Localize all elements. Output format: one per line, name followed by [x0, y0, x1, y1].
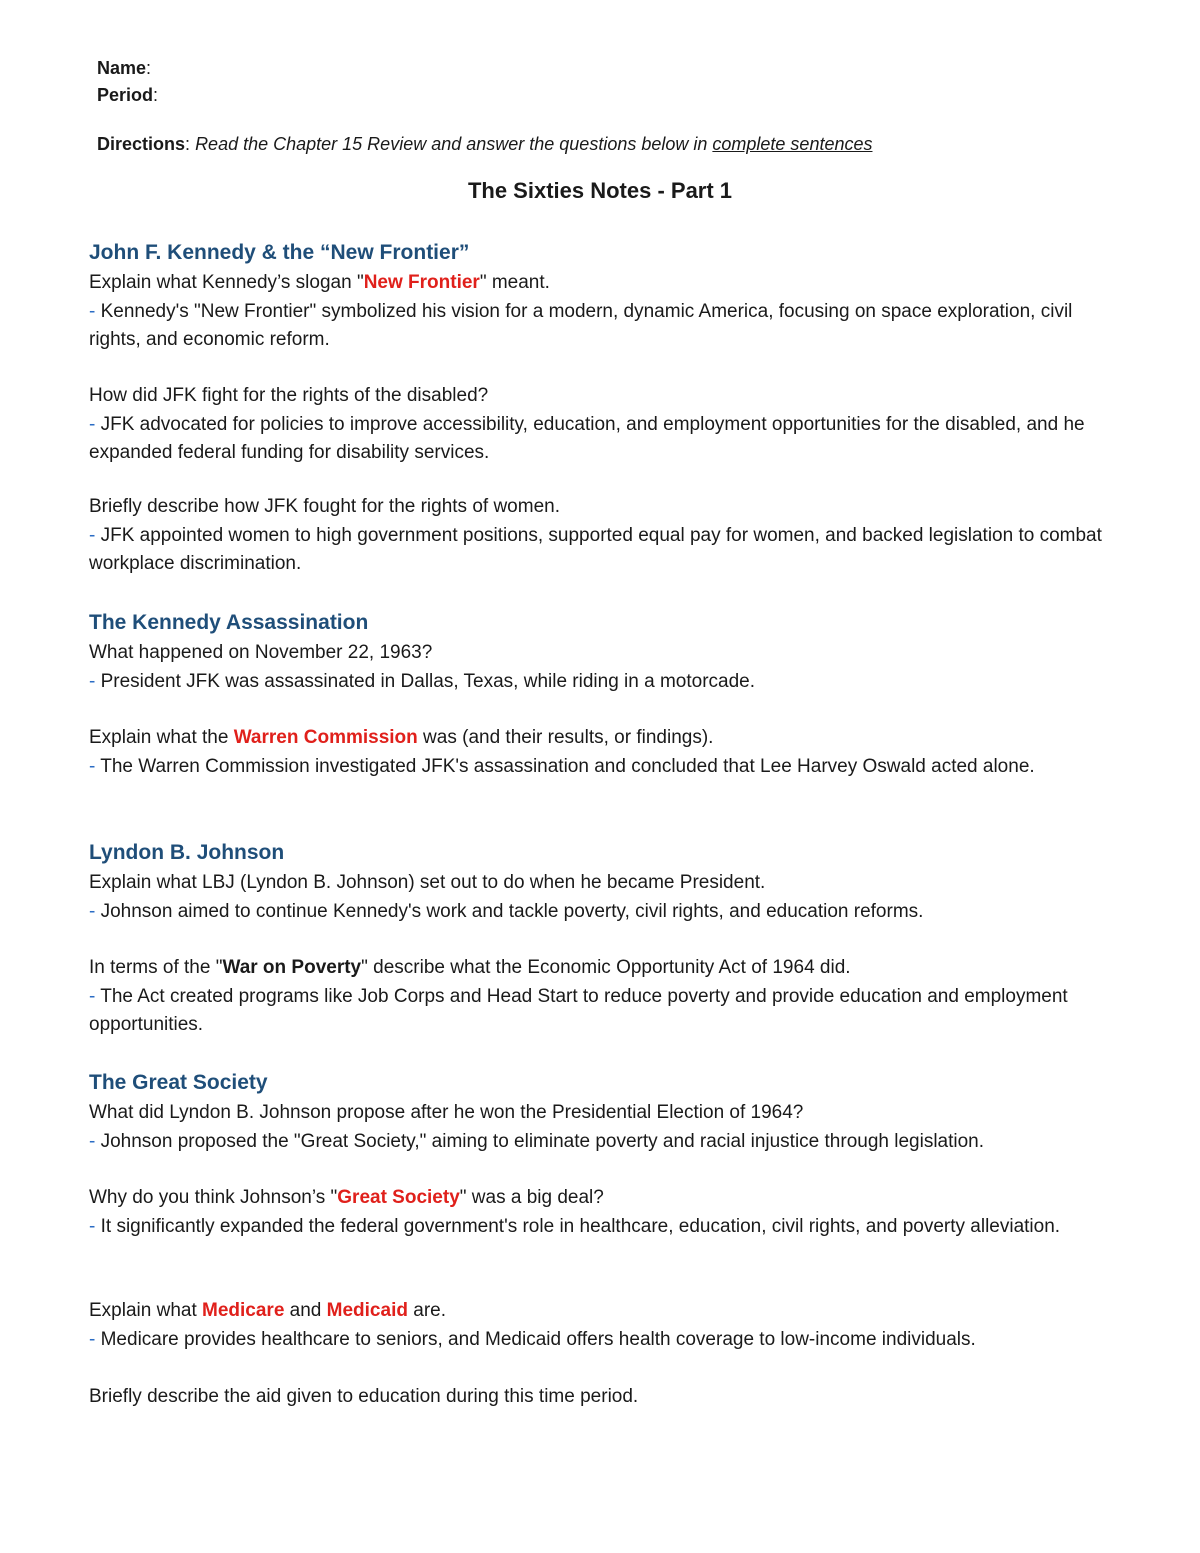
answer-text: Kennedy's "New Frontier" symbolized his vision for a modern, dynamic America, focusing on space exploration, civil rights, and economic reform. — [89, 300, 1073, 350]
period-field — [97, 81, 158, 109]
bold-term: War on Poverty — [222, 957, 362, 978]
question-text: are. — [407, 1300, 446, 1321]
answer-text: Johnson proposed the "Great Society," aiming to eliminate poverty and racial injustice through legislation. — [95, 1130, 985, 1152]
question: Explain what LBJ (Lyndon B. Johnson) set out to do when he became President. — [89, 872, 766, 893]
answer-dash: - — [89, 985, 96, 1007]
qa-block — [89, 1297, 1129, 1354]
section-kennedy — [89, 237, 1129, 355]
question-text: " meant. — [479, 272, 550, 293]
qa-block — [89, 1383, 1129, 1412]
period-label: Period — [97, 85, 154, 105]
answer-dash: - — [89, 1328, 96, 1350]
question — [89, 954, 1129, 983]
qa-block — [89, 1184, 1129, 1241]
name-label: Name — [97, 58, 147, 78]
answer-dash: - — [89, 900, 96, 922]
directions-label: Directions — [97, 134, 186, 154]
question-text: " was a big deal? — [459, 1187, 604, 1208]
question — [89, 1184, 1129, 1213]
question — [89, 724, 1129, 753]
question: Briefly describe how JFK fought for the rights of women. — [89, 496, 560, 517]
answer-text: President JFK was assassinated in Dallas, Texas, while riding in a motorcade. — [95, 670, 756, 692]
answer — [89, 411, 1129, 468]
answer — [89, 753, 1129, 782]
directions-colon: : — [185, 134, 191, 154]
directions-text: Read the Chapter 15 Review and answer the questions below in — [195, 134, 713, 154]
answer — [89, 1213, 1129, 1242]
question: How did JFK fight for the rights of the disabled? — [89, 385, 489, 406]
highlight-term: Warren Commission — [233, 727, 418, 748]
answer-text: It significantly expanded the federal government's role in healthcare, education, civil rights, and poverty alleviation. — [95, 1215, 1061, 1237]
answer — [89, 522, 1129, 579]
question-text: Why do you think Johnson’s " — [89, 1187, 338, 1208]
answer-dash: - — [89, 300, 96, 322]
section-heading: The Kennedy Assassination — [89, 611, 369, 634]
question — [89, 269, 1129, 298]
highlight-term: Medicaid — [326, 1300, 408, 1321]
question-text: was (and their results, or findings). — [417, 727, 714, 748]
answer-text: Johnson aimed to continue Kennedy's work and tackle poverty, civil rights, and education reforms. — [95, 900, 924, 922]
highlight-term: New Frontier — [363, 272, 480, 293]
answer — [89, 983, 1129, 1040]
answer — [89, 668, 1129, 697]
qa-block — [89, 724, 1129, 781]
qa-block — [89, 382, 1129, 468]
name-colon: : — [146, 58, 152, 78]
section-johnson — [89, 837, 1129, 926]
answer — [89, 898, 1129, 927]
section-heading: Lyndon B. Johnson — [89, 841, 285, 864]
question-text: In terms of the " — [89, 957, 223, 978]
section-heading: The Great Society — [89, 1071, 268, 1094]
question-text: Explain what — [89, 1300, 203, 1321]
section-assassination — [89, 607, 1129, 696]
directions-underlined: complete sentences — [712, 134, 873, 154]
period-colon: : — [153, 85, 159, 105]
page-title: The Sixties Notes - Part 1 — [467, 178, 733, 203]
answer-dash: - — [89, 670, 96, 692]
answer-text: Medicare provides healthcare to seniors, and Medicaid offers health coverage to low-income individuals. — [95, 1328, 976, 1350]
question: What did Lyndon B. Johnson propose after he won the Presidential Election of 1964? — [89, 1102, 804, 1123]
highlight-term: Medicare — [202, 1300, 285, 1321]
answer-dash: - — [89, 1130, 96, 1152]
section-great-society — [89, 1067, 1129, 1156]
answer-text: The Act created programs like Job Corps and Head Start to reduce poverty and provide education and employment opportunities. — [89, 985, 1068, 1035]
answer-text: JFK appointed women to high government positions, supported equal pay for women, and backed legislation to combat workplace discrimination. — [89, 524, 1102, 574]
answer-dash: - — [89, 413, 96, 435]
answer-text: JFK advocated for policies to improve accessibility, education, and employment opportunities for the disabled, and he expanded federal funding for disability services. — [89, 413, 1085, 463]
question-text: Explain what the — [89, 727, 234, 748]
answer-dash: - — [89, 524, 96, 546]
qa-block — [89, 493, 1129, 579]
question-text: Explain what Kennedy’s slogan " — [89, 272, 364, 293]
qa-block — [89, 954, 1129, 1040]
answer-dash: - — [89, 755, 96, 777]
name-field — [97, 54, 151, 82]
answer-text: The Warren Commission investigated JFK's assassination and concluded that Lee Harvey Oswald acted alone. — [95, 755, 1035, 777]
question — [89, 1297, 1129, 1326]
answer-dash: - — [89, 1215, 96, 1237]
answer — [89, 298, 1129, 355]
question: What happened on November 22, 1963? — [89, 642, 433, 663]
answer — [89, 1128, 1129, 1157]
answer — [89, 1326, 1129, 1355]
question-text: " describe what the Economic Opportunity Act of 1964 did. — [361, 957, 851, 978]
directions — [97, 130, 872, 158]
question: Briefly describe the aid given to education during this time period. — [89, 1386, 639, 1407]
highlight-term: Great Society — [337, 1187, 460, 1208]
section-heading: John F. Kennedy & the “New Frontier” — [89, 241, 470, 264]
question-text: and — [284, 1300, 327, 1321]
